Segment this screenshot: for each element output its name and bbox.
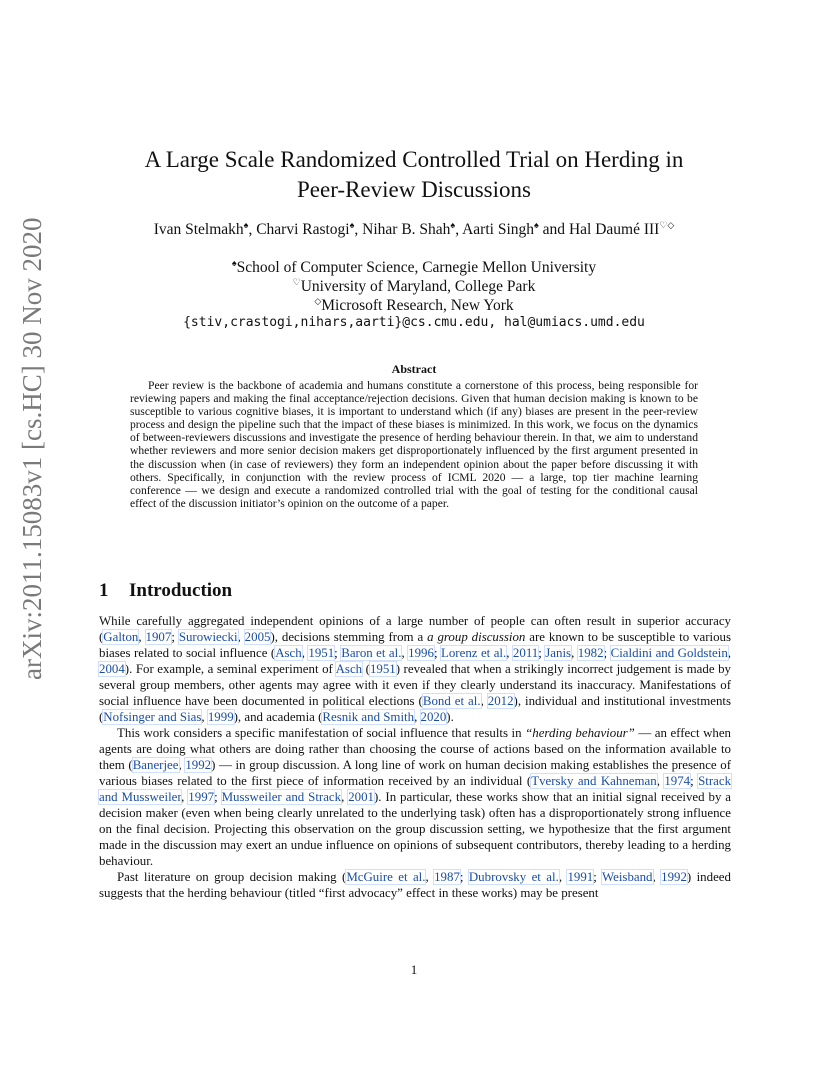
text-run: ; xyxy=(690,774,699,788)
text-run: ; xyxy=(171,630,179,644)
citation-link[interactable]: 1982 xyxy=(577,646,604,660)
citation-link[interactable]: McGuire et al. xyxy=(346,870,426,884)
citation-link[interactable]: Cialdini and Goldstein xyxy=(610,646,728,660)
author-name: Nihar B. Shah xyxy=(362,221,451,239)
text-run: ), decisions stemming from a xyxy=(270,630,428,644)
text-run: , xyxy=(506,646,513,660)
citation-link[interactable]: 1974 xyxy=(664,774,691,788)
citation-link[interactable]: Lorenz et al. xyxy=(440,646,507,660)
author-name: Hal Daumé III xyxy=(568,221,660,239)
text-run: ; xyxy=(538,646,546,660)
text-run: This work considers a specific manifestation of social influence that results in xyxy=(117,726,526,740)
text-run: , xyxy=(301,646,309,660)
affiliation-mark: ◇ xyxy=(314,296,322,306)
paragraph xyxy=(99,725,731,869)
author-name: Aarti Singh xyxy=(462,221,535,239)
text-run: ; xyxy=(433,646,441,660)
text-run: ; xyxy=(214,790,222,804)
paragraph xyxy=(99,869,731,901)
citation-link[interactable]: Dubrovsky et al. xyxy=(468,870,559,884)
section-number: 1 xyxy=(99,580,109,601)
citation-link[interactable]: 1992 xyxy=(185,758,212,772)
text-run: , xyxy=(138,630,146,644)
text-run: ; xyxy=(603,646,611,660)
emphasis-text: a group discussion xyxy=(427,630,526,644)
affiliation-msr xyxy=(100,292,728,315)
citation-link[interactable]: Galton xyxy=(103,630,139,644)
author-separator: , xyxy=(354,221,363,239)
citation-link[interactable]: Baron et al. xyxy=(341,646,402,660)
text-run: ( xyxy=(362,662,370,676)
paragraph xyxy=(99,613,731,725)
author-list xyxy=(100,220,728,239)
text-run: ; xyxy=(459,870,469,884)
text-run: , xyxy=(558,870,568,884)
citation-link[interactable]: 1997 xyxy=(188,790,215,804)
text-run: , xyxy=(727,646,732,660)
text-run: ), individual and institutional investments ( xyxy=(99,694,732,724)
text-run: ), and academia ( xyxy=(233,710,323,724)
text-run: ; xyxy=(334,646,342,660)
text-run: are known to be susceptible to various biases related to social influence ( xyxy=(99,630,731,660)
author-emails: {stiv,crastogi,nihars,aarti}@cs.cmu.edu, hal@umiacs.umd.edu xyxy=(183,315,645,330)
text-run: , xyxy=(571,646,578,660)
author-affiliation-mark: ♠ xyxy=(534,220,539,230)
arxiv-stamp: arXiv:2011.15083v1 [cs.HC] 30 Nov 2020 xyxy=(17,217,47,680)
text-run: ) indeed suggests that the herding behaviour (titled “first advocacy” effect in these works) may be present xyxy=(99,870,731,900)
abstract-text: Peer review is the backbone of academia and humans constitute a cornerstone of this process, being responsible for reviewing papers and making the final acceptance/rejection decisions. Given that human decision making is known to be susceptible to various cognitive biases, it is important to understand which (if any) biases are present in the peer-review process and design the pipeline such that the impact of these biases is minimized. In this work, we focus on the dynamics of between-reviewers discussions and investigate the presence of herding behaviour therein. In that, we aim to understand whether reviewers and more senior decision makers get disproportionately influenced by the first argument presented in the discussion when (in case of reviewers) they form an independent opinion about the paper before discussing it with others. Specifically, in conjunction with the review process of ICML 2020 — a large, top tier machine learning conference — we design and execute a randomized controlled trial with the goal of testing for the conditional causal effect of the discussion initiator’s opinion on the outcome of a paper. xyxy=(130,379,698,510)
title-line-1: A Large Scale Randomized Controlled Trial on Herding in xyxy=(144,147,684,172)
text-run: , xyxy=(181,790,189,804)
page-number: 1 xyxy=(410,962,418,977)
text-run: , xyxy=(237,630,245,644)
text-run: , xyxy=(652,870,662,884)
citation-link[interactable]: 1999 xyxy=(207,710,234,724)
citation-link[interactable]: Bond et al. xyxy=(422,694,481,708)
text-run: , xyxy=(201,710,208,724)
author-separator: and xyxy=(538,221,569,239)
text-run: ). For example, a seminal experiment of xyxy=(124,662,336,676)
citation-link[interactable]: Surowiecki xyxy=(178,630,238,644)
text-run: While carefully aggregated independent opinions of a large number of people can often result in superior accuracy ( xyxy=(99,614,731,644)
citation-link[interactable]: 1907 xyxy=(145,630,172,644)
text-run: ; xyxy=(593,870,602,884)
text-run: ) — in group discussion. A long line of work on human decision making establishes the presence of various biases related to the first piece of information received by an individual ( xyxy=(99,758,731,788)
text-run: , xyxy=(425,870,435,884)
author-name: Charvi Rastogi xyxy=(256,221,350,239)
affiliation-text: School of Computer Science, Carnegie Mellon University xyxy=(236,259,597,277)
text-run: — an effect when agents are doing what others are doing rather than choosing the course of actions based on the information available to them ( xyxy=(99,726,732,772)
paper-title xyxy=(100,145,728,205)
arxiv-stamp-container xyxy=(14,217,54,680)
section-title: Introduction xyxy=(129,580,233,601)
text-run: ). xyxy=(446,710,454,724)
citation-link[interactable]: Banerjee xyxy=(132,758,179,772)
citation-link[interactable]: Nofsinger and Sias xyxy=(103,710,202,724)
citation-link[interactable]: Resnik and Smith xyxy=(322,710,415,724)
citation-link[interactable]: Janis xyxy=(545,646,572,660)
body-text xyxy=(99,613,731,901)
citation-link[interactable]: 2020 xyxy=(420,710,447,724)
citation-link[interactable]: 2012 xyxy=(487,694,514,708)
affiliation-text: Microsoft Research, New York xyxy=(321,297,514,315)
author-affiliation-mark: ♠ xyxy=(450,220,456,230)
text-run: Past literature on group decision making ( xyxy=(117,870,347,884)
citation-link[interactable]: 2001 xyxy=(348,790,374,804)
citation-link[interactable]: 1991 xyxy=(567,870,594,884)
citation-link[interactable]: 2005 xyxy=(244,630,271,644)
author-name: Ivan Stelmakh xyxy=(153,221,244,239)
author-separator: , xyxy=(455,221,463,239)
citation-link[interactable]: Weisband xyxy=(601,870,653,884)
text-run: , xyxy=(178,758,186,772)
section-heading xyxy=(99,580,232,602)
title-line-2: Peer-Review Discussions xyxy=(297,177,531,202)
citation-link[interactable]: 1992 xyxy=(661,870,687,884)
citation-link[interactable]: 2011 xyxy=(512,646,539,660)
citation-link[interactable]: Strack and Mussweiler xyxy=(99,774,732,804)
citation-link[interactable]: 1951 xyxy=(369,662,396,676)
citation-link[interactable]: Asch xyxy=(275,646,302,660)
citation-link[interactable]: 1996 xyxy=(408,646,434,660)
text-run: , xyxy=(480,694,488,708)
text-run: , xyxy=(414,710,421,724)
affiliation-mark: ♠ xyxy=(231,258,237,268)
citation-link[interactable]: 1951 xyxy=(308,646,335,660)
affiliation-text: University of Maryland, College Park xyxy=(300,278,536,296)
author-affiliation-mark: ♠ xyxy=(243,220,249,230)
text-run: , xyxy=(401,646,409,660)
citation-link[interactable]: 1987 xyxy=(434,870,460,884)
author-affiliation-mark: ♡◇ xyxy=(659,220,675,230)
citation-link[interactable]: Asch xyxy=(335,662,363,676)
author-affiliation-mark: ♠ xyxy=(349,220,355,230)
emphasis-text: “herding behaviour” xyxy=(525,726,635,740)
author-separator: , xyxy=(248,221,257,239)
citation-link[interactable]: Tversky and Kahneman xyxy=(531,774,657,788)
abstract-heading: Abstract xyxy=(391,362,437,376)
citation-link[interactable]: 2004 xyxy=(99,662,125,676)
text-run: ). In particular, these works show that an initial signal received by a decision maker (even when being clearly unrelated to the underlying task) often has a disproportionately strong influence on the final decision. Projecting this observation on the group discussion setting, we hypothesize that the first argument made in the discussion may exert an undue influence on opinions of subsequent contributors, thereby leading to a herding behaviour. xyxy=(99,790,732,868)
citation-link[interactable]: Mussweiler and Strack xyxy=(221,790,342,804)
text-run: ) revealed that when a strikingly incorrect judgement is made by several group members, other agents may agree with it even if they clearly understand its inaccuracy. Manifestations of social influence have been documented in political elections ( xyxy=(99,662,731,708)
text-run: , xyxy=(656,774,665,788)
affiliation-mark: ♡ xyxy=(292,277,301,287)
text-run: , xyxy=(341,790,349,804)
